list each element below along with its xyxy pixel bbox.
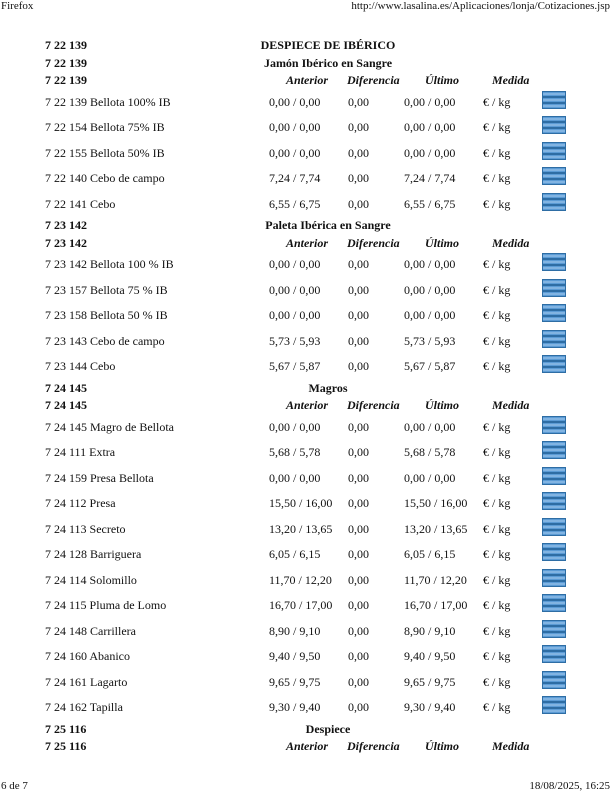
table-row xyxy=(0,328,612,354)
column-header-code: 7 23 142 xyxy=(45,235,87,250)
column-header-diferencia: Diferencia xyxy=(347,398,400,412)
bar-chart-icon xyxy=(542,542,566,562)
table-row xyxy=(0,567,612,593)
table-row xyxy=(0,191,612,217)
anterior-value: 9,65 / 9,75 xyxy=(269,674,321,689)
column-header-line xyxy=(0,396,612,414)
section-code: 7 25 116 xyxy=(45,721,87,736)
product-name: 7 22 154 Bellota 75% IB xyxy=(45,120,165,134)
product-name: 7 23 158 Bellota 50 % IB xyxy=(45,308,168,322)
diferencia-value: 0,00 xyxy=(348,496,369,510)
bar-chart-icon xyxy=(542,90,566,110)
product-name: 7 24 113 Secreto xyxy=(45,521,126,536)
chart-button[interactable] xyxy=(542,670,566,690)
anterior-value: 16,70 / 17,00 xyxy=(269,598,333,612)
ultimo-value: 0,00 / 0,00 xyxy=(404,145,456,160)
ultimo-value: 9,40 / 9,50 xyxy=(404,649,456,663)
section-title-line xyxy=(0,216,612,234)
column-header-diferencia: Diferencia xyxy=(347,73,400,87)
section-title-line xyxy=(0,720,612,738)
anterior-value: 5,68 / 5,78 xyxy=(269,445,321,459)
ultimo-value: 0,00 / 0,00 xyxy=(404,282,456,297)
ultimo-value: 6,55 / 6,75 xyxy=(404,196,456,211)
bar-chart-icon xyxy=(542,517,566,537)
table-row xyxy=(0,618,612,644)
anterior-value: 0,00 / 0,00 xyxy=(269,120,321,134)
diferencia-value: 0,00 xyxy=(348,700,369,714)
anterior-value: 9,40 / 9,50 xyxy=(269,649,321,663)
print-footer xyxy=(0,780,612,792)
product-name: 7 24 161 Lagarto xyxy=(45,674,128,689)
medida-value: € / kg xyxy=(483,674,511,689)
chart-button[interactable] xyxy=(542,192,566,212)
section-title: Magros xyxy=(308,380,348,395)
bar-chart-icon xyxy=(542,593,566,613)
bar-chart-icon xyxy=(542,466,566,486)
ultimo-value: 15,50 / 16,00 xyxy=(404,496,468,510)
diferencia-value: 0,00 xyxy=(348,572,369,587)
bar-chart-icon xyxy=(542,415,566,435)
table-row xyxy=(0,643,612,669)
document-title: DESPIECE DE IBÉRICO xyxy=(260,38,396,52)
product-name: 7 24 159 Presa Bellota xyxy=(45,470,154,485)
medida-value: € / kg xyxy=(483,257,511,271)
table-row xyxy=(0,165,612,191)
chart-button[interactable] xyxy=(542,695,566,715)
ultimo-value: 16,70 / 17,00 xyxy=(404,598,468,612)
product-name: 7 24 111 Extra xyxy=(45,445,116,459)
column-header-code: 7 25 116 xyxy=(45,739,87,753)
product-name: 7 24 114 Solomillo xyxy=(45,572,137,587)
chart-button[interactable] xyxy=(542,415,566,435)
chart-button[interactable] xyxy=(542,517,566,537)
chart-button[interactable] xyxy=(542,593,566,613)
anterior-value: 0,00 / 0,00 xyxy=(269,419,321,434)
medida-value: € / kg xyxy=(483,623,511,638)
chart-button[interactable] xyxy=(542,90,566,110)
diferencia-value: 0,00 xyxy=(348,419,369,434)
table-row xyxy=(0,302,612,328)
product-name: 7 23 157 Bellota 75 % IB xyxy=(45,282,168,297)
medida-value: € / kg xyxy=(483,419,511,434)
chart-button[interactable] xyxy=(542,440,566,460)
diferencia-value: 0,00 xyxy=(348,649,369,663)
anterior-value: 0,00 / 0,00 xyxy=(269,257,321,271)
chart-button[interactable] xyxy=(542,568,566,588)
diferencia-value: 0,00 xyxy=(348,171,369,185)
ultimo-value: 0,00 / 0,00 xyxy=(404,257,456,271)
ultimo-value: 5,73 / 5,93 xyxy=(404,333,456,348)
diferencia-value: 0,00 xyxy=(348,547,369,561)
table-row xyxy=(0,490,612,516)
bar-chart-icon xyxy=(542,166,566,186)
bar-chart-icon xyxy=(542,329,566,349)
bar-chart-icon xyxy=(542,354,566,374)
anterior-value: 6,55 / 6,75 xyxy=(269,196,321,211)
column-header-medida: Medida xyxy=(492,235,530,250)
ultimo-value: 13,20 / 13,65 xyxy=(404,521,468,536)
anterior-value: 5,73 / 5,93 xyxy=(269,333,321,348)
column-header-anterior: Anterior xyxy=(286,235,329,250)
section-title-line xyxy=(0,54,612,72)
table-row xyxy=(0,516,612,542)
chart-button[interactable] xyxy=(542,542,566,562)
column-header-anterior: Anterior xyxy=(286,73,329,87)
diferencia-value: 0,00 xyxy=(348,94,369,109)
chart-button[interactable] xyxy=(542,252,566,272)
table-row xyxy=(0,541,612,567)
column-header-line xyxy=(0,737,612,755)
column-header-diferencia: Diferencia xyxy=(347,739,400,753)
column-header-ultimo: Último xyxy=(425,73,460,87)
chart-button[interactable] xyxy=(542,303,566,323)
product-name: 7 22 155 Bellota 50% IB xyxy=(45,145,165,160)
document-title-line xyxy=(0,36,612,54)
table-row xyxy=(0,140,612,166)
bar-chart-icon xyxy=(542,644,566,664)
table-row xyxy=(0,439,612,465)
anterior-value: 7,24 / 7,74 xyxy=(269,171,321,185)
diferencia-value: 0,00 xyxy=(348,674,369,689)
diferencia-value: 0,00 xyxy=(348,257,369,271)
medida-value: € / kg xyxy=(483,470,511,485)
medida-value: € / kg xyxy=(483,308,511,322)
product-name: 7 23 144 Cebo xyxy=(45,359,116,373)
bar-chart-icon xyxy=(542,141,566,161)
medida-value: € / kg xyxy=(483,547,511,561)
product-name: 7 24 112 Presa xyxy=(45,496,116,510)
ultimo-value: 0,00 / 0,00 xyxy=(404,94,456,109)
product-name: 7 23 143 Cebo de campo xyxy=(45,333,165,348)
anterior-value: 15,50 / 16,00 xyxy=(269,496,333,510)
ultimo-value: 0,00 / 0,00 xyxy=(404,470,456,485)
column-header-code: 7 22 139 xyxy=(45,73,87,87)
diferencia-value: 0,00 xyxy=(348,623,369,638)
column-header-code: 7 24 145 xyxy=(45,398,87,412)
diferencia-value: 0,00 xyxy=(348,282,369,297)
medida-value: € / kg xyxy=(483,120,511,134)
product-name: 7 23 142 Bellota 100 % IB xyxy=(45,257,174,271)
quotes-table xyxy=(0,36,612,755)
diferencia-value: 0,00 xyxy=(348,521,369,536)
ultimo-value: 6,05 / 6,15 xyxy=(404,547,456,561)
column-header-ultimo: Último xyxy=(425,398,460,412)
product-name: 7 24 145 Magro de Bellota xyxy=(45,419,174,434)
chart-button[interactable] xyxy=(542,644,566,664)
chart-button[interactable] xyxy=(542,491,566,511)
column-header-ultimo: Último xyxy=(425,739,460,753)
diferencia-value: 0,00 xyxy=(348,120,369,134)
medida-value: € / kg xyxy=(483,145,511,160)
diferencia-value: 0,00 xyxy=(348,145,369,160)
product-name: 7 24 162 Tapilla xyxy=(45,700,123,714)
ultimo-value: 0,00 / 0,00 xyxy=(404,308,456,322)
chart-button[interactable] xyxy=(542,466,566,486)
table-row xyxy=(0,669,612,695)
column-header-line xyxy=(0,71,612,89)
diferencia-value: 0,00 xyxy=(348,196,369,211)
product-name: 7 22 139 Bellota 100% IB xyxy=(45,94,171,109)
column-header-medida: Medida xyxy=(492,398,530,412)
product-name: 7 24 128 Barriguera xyxy=(45,547,142,561)
diferencia-value: 0,00 xyxy=(348,308,369,322)
anterior-value: 6,05 / 6,15 xyxy=(269,547,321,561)
section-title-line xyxy=(0,379,612,397)
medida-value: € / kg xyxy=(483,496,511,510)
ultimo-value: 5,67 / 5,87 xyxy=(404,359,456,373)
ultimo-value: 7,24 / 7,74 xyxy=(404,171,456,185)
medida-value: € / kg xyxy=(483,445,511,459)
table-row xyxy=(0,89,612,115)
column-header-diferencia: Diferencia xyxy=(347,235,400,250)
ultimo-value: 11,70 / 12,20 xyxy=(404,572,467,587)
anterior-value: 9,30 / 9,40 xyxy=(269,700,321,714)
chart-button[interactable] xyxy=(542,141,566,161)
anterior-value: 11,70 / 12,20 xyxy=(269,572,332,587)
table-row xyxy=(0,277,612,303)
page-url: http://www.lasalina.es/Aplicaciones/lonja/Cotizaciones.jsp xyxy=(351,0,610,12)
section-title: Jamón Ibérico en Sangre xyxy=(263,55,393,70)
bar-chart-icon xyxy=(542,192,566,212)
diferencia-value: 0,00 xyxy=(348,445,369,459)
ultimo-value: 0,00 / 0,00 xyxy=(404,419,456,434)
ultimo-value: 9,65 / 9,75 xyxy=(404,674,456,689)
diferencia-value: 0,00 xyxy=(348,598,369,612)
column-header-line xyxy=(0,234,612,252)
bar-chart-icon xyxy=(542,252,566,272)
diferencia-value: 0,00 xyxy=(348,470,369,485)
product-name: 7 24 115 Pluma de Lomo xyxy=(45,598,167,612)
medida-value: € / kg xyxy=(483,359,511,373)
page-number: 6 de 7 xyxy=(1,780,28,792)
ultimo-value: 0,00 / 0,00 xyxy=(404,120,456,134)
bar-chart-icon xyxy=(542,619,566,639)
chart-button[interactable] xyxy=(542,166,566,186)
section-code: 7 23 142 xyxy=(45,218,87,232)
chart-button[interactable] xyxy=(542,278,566,298)
anterior-value: 0,00 / 0,00 xyxy=(269,94,321,109)
anterior-value: 8,90 / 9,10 xyxy=(269,623,321,638)
table-row xyxy=(0,694,612,720)
medida-value: € / kg xyxy=(483,572,511,587)
print-datetime: 18/08/2025, 16:25 xyxy=(529,780,610,792)
medida-value: € / kg xyxy=(483,333,511,348)
medida-value: € / kg xyxy=(483,649,511,663)
diferencia-value: 0,00 xyxy=(348,359,369,373)
medida-value: € / kg xyxy=(483,94,511,109)
browser-name: Firefox xyxy=(1,0,34,12)
anterior-value: 13,20 / 13,65 xyxy=(269,521,333,536)
column-header-ultimo: Último xyxy=(425,235,460,250)
browser-header xyxy=(0,0,612,14)
diferencia-value: 0,00 xyxy=(348,333,369,348)
anterior-value: 0,00 / 0,00 xyxy=(269,282,321,297)
chart-button[interactable] xyxy=(542,329,566,349)
column-header-anterior: Anterior xyxy=(286,398,329,412)
medida-value: € / kg xyxy=(483,598,511,612)
ultimo-value: 9,30 / 9,40 xyxy=(404,700,456,714)
chart-button[interactable] xyxy=(542,354,566,374)
anterior-value: 0,00 / 0,00 xyxy=(269,308,321,322)
medida-value: € / kg xyxy=(483,282,511,297)
product-name: 7 22 140 Cebo de campo xyxy=(45,171,165,185)
medida-value: € / kg xyxy=(483,521,511,536)
product-name: 7 22 141 Cebo xyxy=(45,196,116,211)
table-row xyxy=(0,114,612,140)
chart-button[interactable] xyxy=(542,115,566,135)
column-header-medida: Medida xyxy=(492,73,530,87)
table-row xyxy=(0,251,612,277)
column-header-medida: Medida xyxy=(492,739,530,753)
table-row xyxy=(0,414,612,440)
column-header-anterior: Anterior xyxy=(286,739,329,753)
table-row xyxy=(0,592,612,618)
anterior-value: 0,00 / 0,00 xyxy=(269,145,321,160)
section-code: 7 24 145 xyxy=(45,380,87,395)
bar-chart-icon xyxy=(542,303,566,323)
medida-value: € / kg xyxy=(483,196,511,211)
product-name: 7 24 160 Abanico xyxy=(45,649,130,663)
bar-chart-icon xyxy=(542,695,566,715)
bar-chart-icon xyxy=(542,115,566,135)
ultimo-value: 8,90 / 9,10 xyxy=(404,623,456,638)
bar-chart-icon xyxy=(542,278,566,298)
medida-value: € / kg xyxy=(483,700,511,714)
section-title: Despiece xyxy=(305,721,351,736)
top-code: 7 22 139 xyxy=(45,38,87,52)
ultimo-value: 5,68 / 5,78 xyxy=(404,445,456,459)
bar-chart-icon xyxy=(542,491,566,511)
table-row xyxy=(0,353,612,379)
bar-chart-icon xyxy=(542,440,566,460)
bar-chart-icon xyxy=(542,568,566,588)
product-name: 7 24 148 Carrillera xyxy=(45,623,136,638)
anterior-value: 5,67 / 5,87 xyxy=(269,359,321,373)
bar-chart-icon xyxy=(542,670,566,690)
medida-value: € / kg xyxy=(483,171,511,185)
chart-button[interactable] xyxy=(542,619,566,639)
anterior-value: 0,00 / 0,00 xyxy=(269,470,321,485)
table-row xyxy=(0,465,612,491)
section-code: 7 22 139 xyxy=(45,55,87,70)
section-title: Paleta Ibérica en Sangre xyxy=(265,218,391,232)
